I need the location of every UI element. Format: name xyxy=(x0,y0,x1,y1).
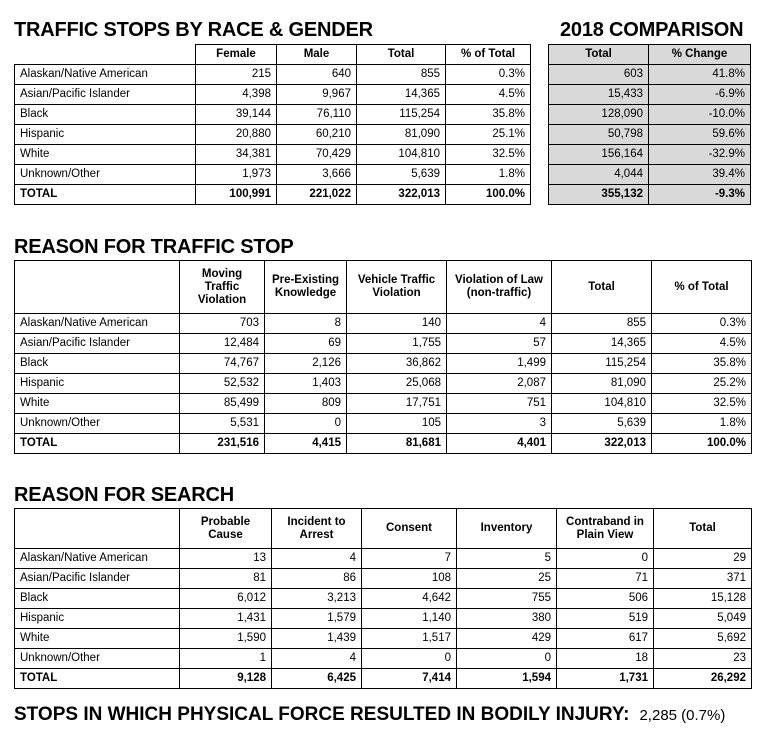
table-cell: 371 xyxy=(654,569,752,589)
table-cell: 32.5% xyxy=(652,394,752,414)
table-cell: 100,991 xyxy=(196,185,277,205)
table-cell: 70,429 xyxy=(277,145,357,165)
table-cell: 5,639 xyxy=(357,165,446,185)
table-cell: 2,126 xyxy=(265,354,347,374)
table-row xyxy=(15,334,752,354)
table-cell: 71 xyxy=(557,569,654,589)
table-cell: 36,862 xyxy=(347,354,447,374)
table-cell: 322,013 xyxy=(552,434,652,454)
row-label: Alaskan/Native American xyxy=(15,549,180,569)
table-cell: 1,499 xyxy=(447,354,552,374)
table-cell: 39.4% xyxy=(649,165,751,185)
table-cell: 380 xyxy=(457,609,557,629)
col-header: Male xyxy=(277,45,357,65)
table-cell: 1,594 xyxy=(457,669,557,689)
table-row xyxy=(549,125,751,145)
table-cell: 1.8% xyxy=(652,414,752,434)
table-cell: 1,590 xyxy=(180,629,272,649)
table-cell: 14,365 xyxy=(357,85,446,105)
table-cell: 13 xyxy=(180,549,272,569)
table-cell: 4 xyxy=(272,649,362,669)
table-cell: 1,439 xyxy=(272,629,362,649)
table-cell: 1,579 xyxy=(272,609,362,629)
col-header: Moving Traffic Violation xyxy=(180,261,265,314)
table-cell: 5,049 xyxy=(654,609,752,629)
table-row xyxy=(15,569,752,589)
table-cell: 506 xyxy=(557,589,654,609)
table-cell: 755 xyxy=(457,589,557,609)
table-cell: 617 xyxy=(557,629,654,649)
table-cell: 9,967 xyxy=(277,85,357,105)
table-cell: 8 xyxy=(265,314,347,334)
table-cell: -32.9% xyxy=(649,145,751,165)
table-cell: 25 xyxy=(457,569,557,589)
table-cell: 7,414 xyxy=(362,669,457,689)
row-label: Unknown/Other xyxy=(15,414,180,434)
table-cell: 14,365 xyxy=(552,334,652,354)
table-row xyxy=(549,65,751,85)
row-label: Alaskan/Native American xyxy=(15,314,180,334)
table-cell: 0 xyxy=(362,649,457,669)
table-row xyxy=(549,165,751,185)
table-cell: 35.8% xyxy=(446,105,531,125)
table-cell: 221,022 xyxy=(277,185,357,205)
table-cell: 100.0% xyxy=(446,185,531,205)
table-cell: 3 xyxy=(447,414,552,434)
table-row xyxy=(15,105,531,125)
row-label: Black xyxy=(15,589,180,609)
table-cell: 4.5% xyxy=(446,85,531,105)
table-cell: 1,403 xyxy=(265,374,347,394)
corner-cell xyxy=(15,45,196,65)
col-header: Total xyxy=(357,45,446,65)
col-header: Violation of Law (non-traffic) xyxy=(447,261,552,314)
row-label: White xyxy=(15,394,180,414)
table-cell: 4,401 xyxy=(447,434,552,454)
table-row xyxy=(15,354,752,374)
table-row xyxy=(15,589,752,609)
table-cell: 57 xyxy=(447,334,552,354)
row-label: Black xyxy=(15,105,196,125)
table-cell: 100.0% xyxy=(652,434,752,454)
table-cell: 1,973 xyxy=(196,165,277,185)
col-header: Total xyxy=(549,45,649,65)
race-gender-table xyxy=(14,44,531,205)
table-cell: 32.5% xyxy=(446,145,531,165)
table-cell: 1,755 xyxy=(347,334,447,354)
col-header: Total xyxy=(654,509,752,549)
row-label: White xyxy=(15,629,180,649)
table-row xyxy=(549,185,751,205)
table-row xyxy=(15,125,531,145)
table-cell: 1,431 xyxy=(180,609,272,629)
table-row xyxy=(15,434,752,454)
table-cell: 29 xyxy=(654,549,752,569)
table-cell: 4.5% xyxy=(652,334,752,354)
table-cell: 4 xyxy=(447,314,552,334)
col-header: % of Total xyxy=(652,261,752,314)
table-cell: 25.1% xyxy=(446,125,531,145)
table-cell: 6,012 xyxy=(180,589,272,609)
table-row xyxy=(15,629,752,649)
reason-search-title: REASON FOR SEARCH xyxy=(14,484,234,506)
table-cell: 140 xyxy=(347,314,447,334)
col-header: Vehicle Traffic Violation xyxy=(347,261,447,314)
table-row xyxy=(15,669,752,689)
table-row xyxy=(549,145,751,165)
table-cell: 156,164 xyxy=(549,145,649,165)
table-cell: 115,254 xyxy=(552,354,652,374)
reason-search-table xyxy=(14,508,752,689)
table-row xyxy=(15,314,752,334)
table-cell: 519 xyxy=(557,609,654,629)
corner-cell xyxy=(15,261,180,314)
table-cell: 703 xyxy=(180,314,265,334)
table-cell: 1.8% xyxy=(446,165,531,185)
table-cell: 115,254 xyxy=(357,105,446,125)
table-cell: 6,425 xyxy=(272,669,362,689)
table-cell: 231,516 xyxy=(180,434,265,454)
table-cell: 855 xyxy=(552,314,652,334)
comparison-table xyxy=(548,44,751,205)
table-cell: 1,731 xyxy=(557,669,654,689)
row-label: Hispanic xyxy=(15,125,196,145)
table-cell: 25.2% xyxy=(652,374,752,394)
col-header: Consent xyxy=(362,509,457,549)
table-cell: 1 xyxy=(180,649,272,669)
table-cell: 5,531 xyxy=(180,414,265,434)
table-cell: 85,499 xyxy=(180,394,265,414)
table-cell: 2,087 xyxy=(447,374,552,394)
table-cell: 59.6% xyxy=(649,125,751,145)
injury-value: 2,285 (0.7%) xyxy=(639,707,726,724)
table-cell: 86 xyxy=(272,569,362,589)
table-row xyxy=(15,185,531,205)
table-cell: 18 xyxy=(557,649,654,669)
table-cell: 105 xyxy=(347,414,447,434)
table-cell: 17,751 xyxy=(347,394,447,414)
table-cell: 1,517 xyxy=(362,629,457,649)
row-label: White xyxy=(15,145,196,165)
table-cell: 5,692 xyxy=(654,629,752,649)
table-cell: 128,090 xyxy=(549,105,649,125)
table-cell: 0.3% xyxy=(446,65,531,85)
table-row xyxy=(15,374,752,394)
race-gender-title: TRAFFIC STOPS BY RACE & GENDER xyxy=(14,19,373,41)
table-cell: 81,681 xyxy=(347,434,447,454)
table-row xyxy=(15,394,752,414)
table-row xyxy=(15,649,752,669)
table-cell: 5 xyxy=(457,549,557,569)
table-row xyxy=(15,65,531,85)
table-cell: 4,044 xyxy=(549,165,649,185)
table-cell: 751 xyxy=(447,394,552,414)
table-cell: -9.3% xyxy=(649,185,751,205)
table-cell: 3,213 xyxy=(272,589,362,609)
table-cell: 104,810 xyxy=(357,145,446,165)
table-cell: 81,090 xyxy=(357,125,446,145)
col-header: Pre-Existing Knowledge xyxy=(265,261,347,314)
table-cell: 1,140 xyxy=(362,609,457,629)
row-label: Unknown/Other xyxy=(15,165,196,185)
table-cell: 74,767 xyxy=(180,354,265,374)
table-cell: 4,398 xyxy=(196,85,277,105)
table-cell: 5,639 xyxy=(552,414,652,434)
table-cell: 640 xyxy=(277,65,357,85)
col-header: Incident to Arrest xyxy=(272,509,362,549)
table-cell: 0.3% xyxy=(652,314,752,334)
col-header: Inventory xyxy=(457,509,557,549)
table-cell: 76,110 xyxy=(277,105,357,125)
row-label: TOTAL xyxy=(15,434,180,454)
table-cell: 0 xyxy=(557,549,654,569)
row-label: Black xyxy=(15,354,180,374)
table-cell: -6.9% xyxy=(649,85,751,105)
table-cell: 215 xyxy=(196,65,277,85)
injury-label: STOPS IN WHICH PHYSICAL FORCE RESULTED IN BODILY INJURY: xyxy=(14,704,630,725)
table-cell: 809 xyxy=(265,394,347,414)
table-cell: 23 xyxy=(654,649,752,669)
col-header: Probable Cause xyxy=(180,509,272,549)
row-label: Alaskan/Native American xyxy=(15,65,196,85)
table-cell: 4,415 xyxy=(265,434,347,454)
table-cell: 41.8% xyxy=(649,65,751,85)
table-cell: 15,433 xyxy=(549,85,649,105)
table-row xyxy=(15,145,531,165)
table-cell: 52,532 xyxy=(180,374,265,394)
row-label: Unknown/Other xyxy=(15,649,180,669)
table-cell: 9,128 xyxy=(180,669,272,689)
table-row xyxy=(15,549,752,569)
table-cell: 12,484 xyxy=(180,334,265,354)
table-cell: 60,210 xyxy=(277,125,357,145)
table-cell: 4,642 xyxy=(362,589,457,609)
col-header: % Change xyxy=(649,45,751,65)
table-cell: 35.8% xyxy=(652,354,752,374)
table-cell: 355,132 xyxy=(549,185,649,205)
table-cell: 429 xyxy=(457,629,557,649)
table-cell: 25,068 xyxy=(347,374,447,394)
table-row xyxy=(549,85,751,105)
row-label: TOTAL xyxy=(15,669,180,689)
col-header: Female xyxy=(196,45,277,65)
row-label: Asian/Pacific Islander xyxy=(15,85,196,105)
comparison-title: 2018 COMPARISON xyxy=(560,19,744,41)
table-cell: 855 xyxy=(357,65,446,85)
row-label: TOTAL xyxy=(15,185,196,205)
table-cell: 4 xyxy=(272,549,362,569)
table-row xyxy=(15,414,752,434)
table-cell: 15,128 xyxy=(654,589,752,609)
table-cell: 7 xyxy=(362,549,457,569)
table-cell: 81 xyxy=(180,569,272,589)
table-cell: 26,292 xyxy=(654,669,752,689)
table-cell: 34,381 xyxy=(196,145,277,165)
table-row xyxy=(15,85,531,105)
row-label: Hispanic xyxy=(15,374,180,394)
table-cell: 322,013 xyxy=(357,185,446,205)
table-cell: 39,144 xyxy=(196,105,277,125)
table-cell: 50,798 xyxy=(549,125,649,145)
table-cell: 69 xyxy=(265,334,347,354)
row-label: Asian/Pacific Islander xyxy=(15,569,180,589)
row-label: Asian/Pacific Islander xyxy=(15,334,180,354)
table-cell: 108 xyxy=(362,569,457,589)
table-cell: -10.0% xyxy=(649,105,751,125)
table-cell: 104,810 xyxy=(552,394,652,414)
reason-stop-title: REASON FOR TRAFFIC STOP xyxy=(14,236,294,258)
table-row xyxy=(549,105,751,125)
col-header: Total xyxy=(552,261,652,314)
col-header: % of Total xyxy=(446,45,531,65)
table-cell: 81,090 xyxy=(552,374,652,394)
table-cell: 603 xyxy=(549,65,649,85)
injury-footer xyxy=(14,704,725,726)
corner-cell xyxy=(15,509,180,549)
table-cell: 3,666 xyxy=(277,165,357,185)
row-label: Hispanic xyxy=(15,609,180,629)
table-cell: 20,880 xyxy=(196,125,277,145)
table-cell: 0 xyxy=(457,649,557,669)
reason-stop-table xyxy=(14,260,752,454)
col-header: Contraband in Plain View xyxy=(557,509,654,549)
table-row xyxy=(15,165,531,185)
table-row xyxy=(15,609,752,629)
table-cell: 0 xyxy=(265,414,347,434)
